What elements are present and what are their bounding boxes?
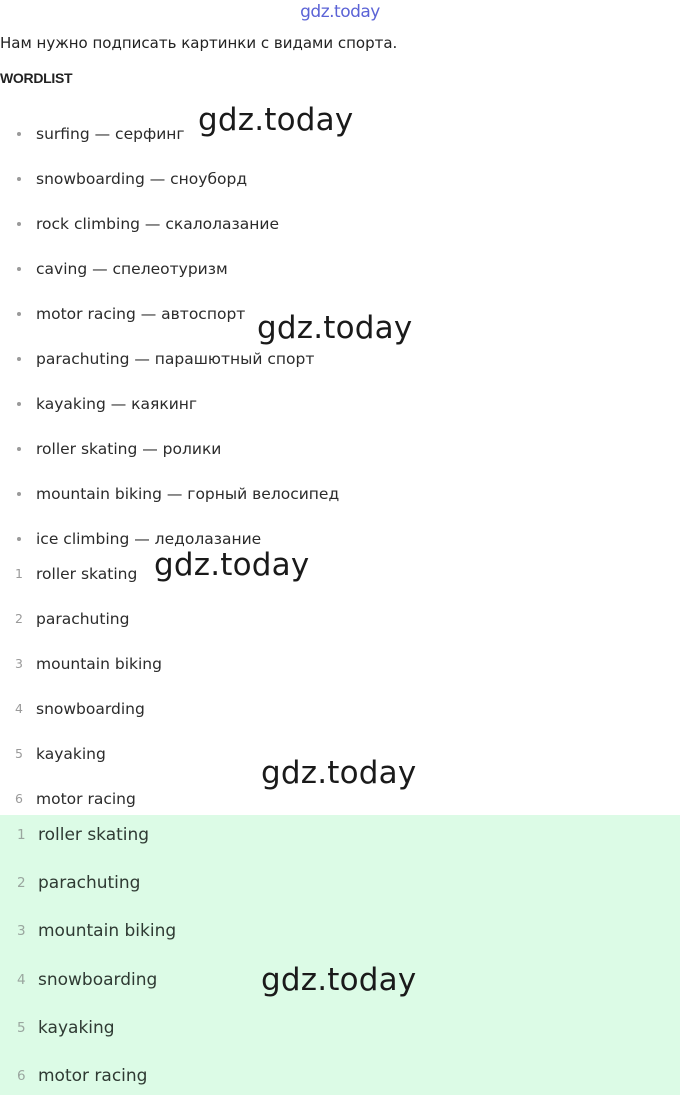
- list-item: [0, 202, 636, 247]
- highlighted-answers-list: [0, 815, 638, 1104]
- bullet-icon: [17, 537, 21, 541]
- bullet-icon: [17, 402, 21, 406]
- highlighted-answer-item: [0, 863, 638, 911]
- bullet-icon: [17, 447, 21, 451]
- site-logo-text: gdz.today: [300, 2, 380, 22]
- bullet-icon: [17, 492, 21, 496]
- list-item-text: roller skating — ролики: [36, 440, 222, 458]
- list-item-text: rock climbing — скалолазание: [36, 215, 279, 233]
- list-item: [0, 157, 636, 202]
- bullet-icon: [17, 177, 21, 181]
- item-number: 3: [15, 656, 23, 671]
- answer-text: kayaking: [38, 1017, 115, 1038]
- item-number: 6: [15, 791, 23, 806]
- highlighted-answer-item: [0, 1056, 638, 1104]
- answer-text: snowboarding: [38, 969, 158, 990]
- list-item-text: surfing — серфинг: [36, 125, 185, 143]
- list-item-text: kayaking — каякинг: [36, 395, 198, 413]
- bullet-icon: [17, 267, 21, 271]
- watermark: gdz.today: [257, 310, 413, 346]
- item-number: 6: [17, 1067, 26, 1084]
- watermark: gdz.today: [154, 547, 310, 583]
- list-item: [0, 247, 636, 292]
- list-item-text: caving — спелеотуризм: [36, 260, 228, 278]
- list-item-text: motor racing — автоспорт: [36, 305, 246, 323]
- item-number: 4: [17, 971, 26, 988]
- watermark: gdz.today: [198, 102, 354, 138]
- item-number: 3: [17, 923, 26, 940]
- answer-item: [0, 552, 636, 597]
- intro-text: Нам нужно подписать картинки с видами спорта.: [0, 34, 398, 52]
- answer-item: [0, 687, 636, 732]
- highlighted-answer-item: [0, 1008, 638, 1056]
- bullet-icon: [17, 132, 21, 136]
- list-item-text: parachuting — парашютный спорт: [36, 350, 315, 368]
- highlighted-answers-box: [0, 815, 680, 1095]
- answer-text: kayaking: [36, 745, 106, 763]
- wordlist-heading: WORDLIST: [0, 70, 73, 86]
- answer-text: motor racing: [38, 1065, 148, 1086]
- answer-text: parachuting: [38, 873, 141, 894]
- answer-text: mountain biking: [38, 921, 177, 942]
- answer-text: motor racing: [36, 790, 136, 808]
- answer-text: roller skating: [38, 825, 150, 845]
- item-number: 2: [17, 875, 26, 892]
- watermark: gdz.today: [261, 962, 417, 998]
- highlighted-answer-item: [0, 911, 638, 959]
- answer-text: parachuting: [36, 610, 130, 628]
- item-number: 5: [17, 1019, 26, 1036]
- answer-text: mountain biking: [36, 655, 162, 673]
- item-number: 5: [15, 746, 23, 761]
- list-item-text: snowboarding — сноуборд: [36, 170, 248, 188]
- highlighted-answer-item: [0, 815, 638, 863]
- bullet-icon: [17, 357, 21, 361]
- item-number: 4: [15, 701, 23, 716]
- answer-text: snowboarding: [36, 700, 145, 718]
- watermark: gdz.today: [261, 755, 417, 791]
- bullet-icon: [17, 222, 21, 226]
- bullet-icon: [17, 312, 21, 316]
- list-item-text: mountain biking — горный велосипед: [36, 485, 340, 503]
- answer-item: [0, 642, 636, 687]
- list-item: [0, 427, 636, 472]
- answer-item: [0, 597, 636, 642]
- item-number: 1: [17, 827, 26, 843]
- answer-text: roller skating: [36, 565, 138, 583]
- list-item-text: ice climbing — ледолазание: [36, 530, 262, 548]
- list-item: [0, 382, 636, 427]
- item-number: 2: [15, 611, 23, 626]
- item-number: 1: [15, 566, 23, 581]
- list-item: [0, 472, 636, 517]
